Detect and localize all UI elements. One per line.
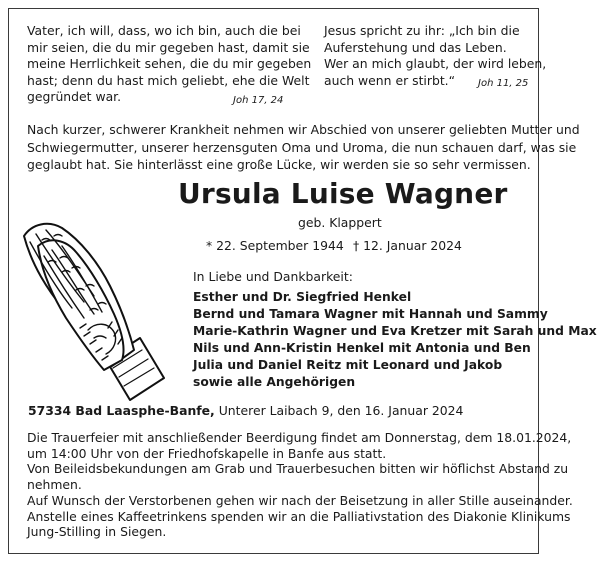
mourner-entry: Marie-Kathrin Wagner und Eva Kretzer mit Sarah und Max	[193, 324, 597, 338]
verse-left-line: mir seien, die du mir gegeben hast, damit sie	[27, 39, 310, 55]
mourner-entry: Nils und Ann-Kristin Henkel mit Antonia und Ben	[193, 341, 531, 355]
birth-date: * 22. September 1944	[206, 238, 344, 253]
mourner-entry: sowie alle Angehörigen	[193, 375, 356, 389]
verse-right-line: Wer an mich glaubt, der wird leben,	[324, 56, 547, 71]
verse-left-line: hast; denn du hast mich geliebt, ehe die Welt	[27, 72, 310, 88]
notice-line: Jung-Stilling in Siegen.	[27, 524, 167, 540]
mourner-entry: Julia und Daniel Reitz mit Leonard und Jakob	[193, 358, 503, 372]
notice-line: Von Beileidsbekundungen am Grab und Trauerbesuchen bitten wir höflichst Abstand zu	[27, 461, 569, 477]
mourner-entry: Bernd und Tamara Wagner mit Hannah und Sammy	[193, 307, 548, 321]
address-rest: Unterer Laibach 9, den 16. Januar 2024	[214, 403, 464, 418]
notice-line: Anstelle eines Kaffeetrinkens spenden wir an die Palliativstation des Diakonie Klinikums	[27, 508, 571, 524]
deceased-name: Ursula Luise Wagner	[178, 177, 508, 210]
praying-hands-icon	[18, 210, 168, 402]
notice-line: nehmen.	[27, 477, 82, 493]
notice-line: um 14:00 Uhr von der Friedhofskapelle in Banfe aus statt.	[27, 445, 387, 461]
verse-left-reference: Joh 17, 24	[233, 95, 284, 106]
mourners-heading: In Liebe und Dankbarkeit:	[193, 269, 353, 284]
intro-line: Schwiegermutter, unserer herzensguten Oma und Uroma, die nun schauen darf, was sie	[27, 139, 577, 155]
intro-paragraph	[27, 121, 580, 174]
address-place: 57334 Bad Laasphe-Banfe,	[28, 403, 215, 418]
mourners-list	[193, 289, 597, 391]
verse-right-line: Auferstehung und das Leben.	[324, 39, 507, 55]
verse-left	[27, 23, 311, 106]
verse-left-line: gegründet war.	[27, 89, 122, 104]
notice-line: Die Trauerfeier mit anschließender Beerdigung findet am Donnerstag, dem 18.01.2024,	[27, 430, 572, 445]
verse-right-line: auch wenn er stirbt.“	[324, 72, 456, 88]
intro-line: geglaubt hat. Sie hinterlässt eine große Lücke, wir werden sie so sehr vermissen.	[27, 157, 531, 172]
death-date: † 12. Januar 2024	[353, 238, 462, 253]
notice-line: Auf Wunsch der Verstorbenen gehen wir nach der Beisetzung in aller Stille auseinander.	[27, 492, 573, 508]
funeral-notice	[27, 430, 573, 540]
mourner-entry: Esther und Dr. Siegfried Henkel	[193, 290, 412, 304]
verse-right-reference: Joh 11, 25	[478, 78, 529, 89]
birth-name: geb. Klappert	[298, 215, 382, 230]
verse-left-line: meine Herrlichkeit sehen, die du mir gegeben	[27, 56, 312, 71]
address-line	[28, 403, 463, 419]
verse-left-line: Vater, ich will, dass, wo ich bin, auch die bei	[27, 23, 301, 38]
verse-right-line: Jesus spricht zu ihr: „Ich bin die	[324, 23, 520, 38]
intro-line: Nach kurzer, schwerer Krankheit nehmen wir Abschied von unserer geliebten Mutter und	[27, 122, 580, 137]
